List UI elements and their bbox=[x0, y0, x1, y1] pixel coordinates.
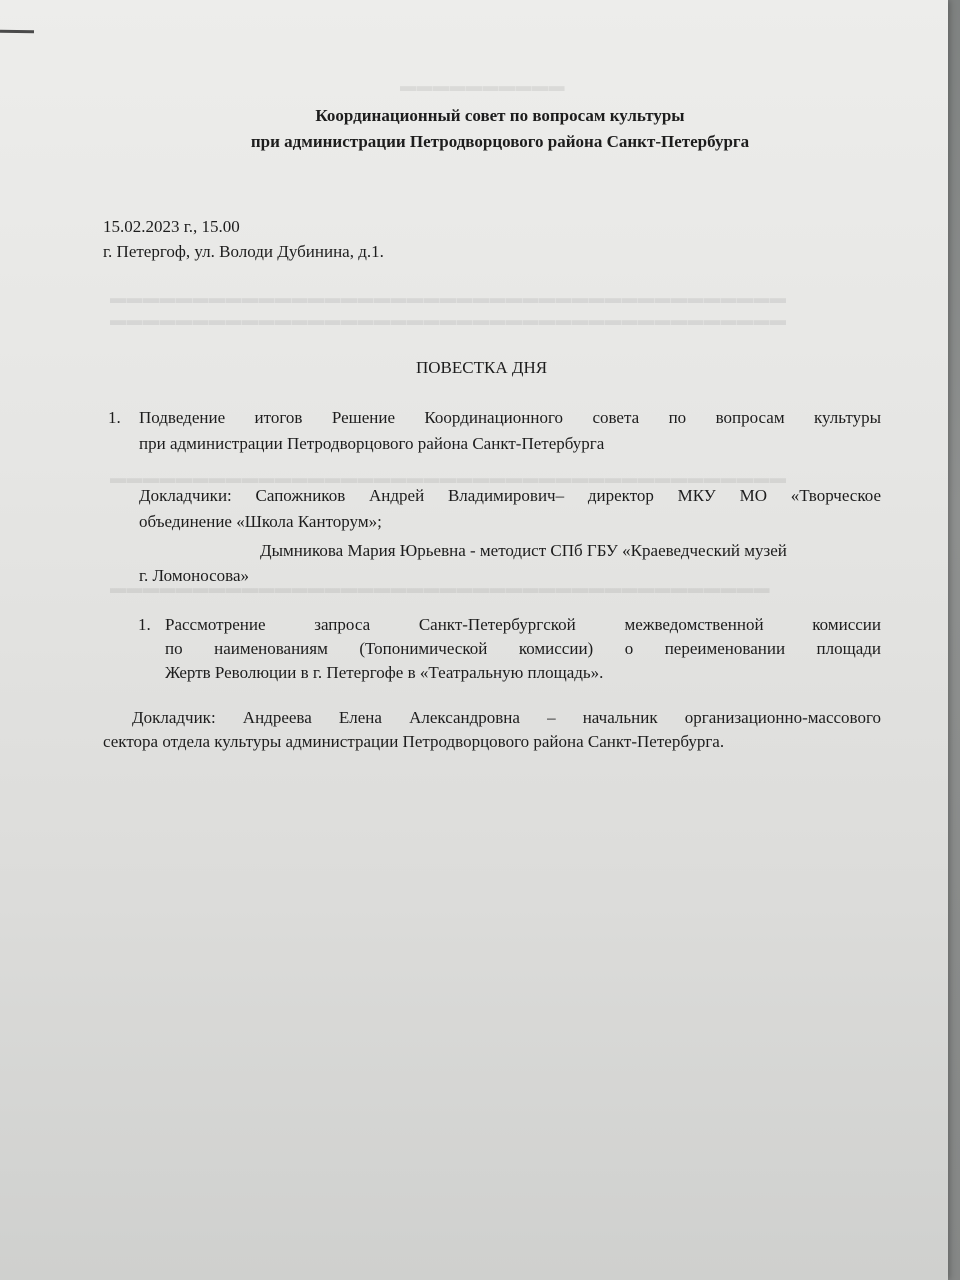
agenda-item-1-speakers-line-3: Дымникова Мария Юрьевна - методист СПб ГБУ «Краеведческий музей bbox=[260, 541, 787, 560]
agenda-item-2-line-3: Жертв Революции в г. Петергофе в «Театральную площадь». bbox=[165, 663, 604, 682]
header-line-1: Координационный совет по вопросам культуры bbox=[315, 106, 685, 125]
meeting-place: г. Петергоф, ул. Володи Дубинина, д.1. bbox=[103, 242, 384, 261]
bleed-through-texture: ▬▬▬▬▬▬▬▬▬▬▬▬▬▬▬▬▬▬▬▬▬▬▬▬▬▬▬▬▬▬▬▬▬▬▬▬▬▬▬▬▬ bbox=[110, 290, 787, 307]
agenda-item-1-number: 1. bbox=[108, 408, 121, 427]
agenda-item-2-speaker-line-2: сектора отдела культуры администрации Петродворцового района Санкт-Петербурга. bbox=[103, 732, 725, 751]
agenda-item-1-speakers-line-2: объединение «Школа Канторум»; bbox=[139, 512, 382, 531]
agenda-item-2-line-2: по наименованиям (Топонимической комиссии) о переименовании площади bbox=[165, 639, 881, 658]
agenda-item-1-line-2: при администрации Петродворцового района Санкт-Петербурга bbox=[139, 434, 605, 453]
agenda-item-1-speakers-line-4: г. Ломоносова» bbox=[139, 566, 250, 585]
bleed-through-texture: ▬▬▬▬▬▬▬▬▬▬▬▬▬▬▬▬▬▬▬▬▬▬▬▬▬▬▬▬▬▬▬▬▬▬▬▬▬▬▬▬ bbox=[110, 580, 770, 597]
agenda-item-1-line-1: Подведение итогов Решение Координационного совета по вопросам культуры bbox=[139, 408, 881, 427]
bleed-through-texture: ▬▬▬▬▬▬▬▬▬▬ bbox=[400, 78, 565, 95]
meeting-datetime: 15.02.2023 г., 15.00 bbox=[103, 217, 240, 236]
agenda-item-2-speaker-line-1: Докладчик: Андреева Елена Александровна – начальник организационно-массового bbox=[132, 708, 881, 727]
agenda-item-2-line-1: Рассмотрение запроса Санкт-Петербургской межведомственной комиссии bbox=[165, 615, 881, 634]
agenda-item-2-number: 1. bbox=[138, 615, 151, 634]
document-header bbox=[120, 103, 880, 155]
page-edge-mark bbox=[0, 30, 34, 34]
agenda-title: ПОВЕСТКА ДНЯ bbox=[416, 358, 548, 377]
agenda-item-1-speakers-line-1: Докладчики: Сапожников Андрей Владимирович– директор МКУ МО «Творческое bbox=[139, 486, 881, 505]
header-line-2: при администрации Петродворцового района Санкт-Петербурга bbox=[250, 132, 750, 151]
bleed-through-texture: ▬▬▬▬▬▬▬▬▬▬▬▬▬▬▬▬▬▬▬▬▬▬▬▬▬▬▬▬▬▬▬▬▬▬▬▬▬▬▬▬▬ bbox=[110, 312, 787, 329]
bleed-through-texture: ▬▬▬▬▬▬▬▬▬▬▬▬▬▬▬▬▬▬▬▬▬▬▬▬▬▬▬▬▬▬▬▬▬▬▬▬▬▬▬▬▬ bbox=[110, 470, 787, 487]
